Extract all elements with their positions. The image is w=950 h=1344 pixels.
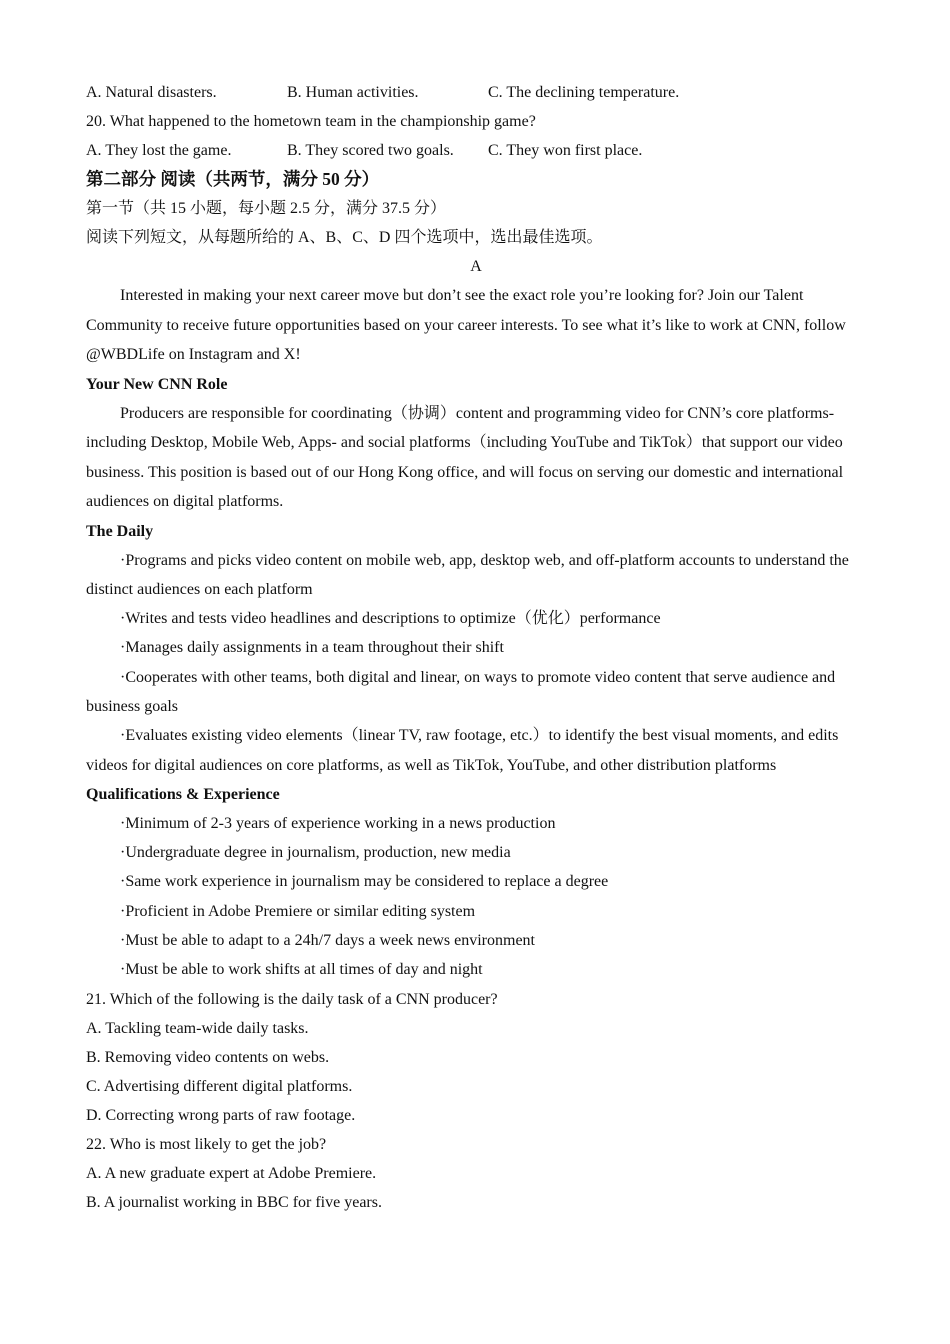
passage-label: A xyxy=(470,258,482,275)
reading-instruction: 阅读下列短文，从每题所给的 A、B、C、D 四个选项中，选出最佳选项。 xyxy=(86,229,603,246)
q19-option-b: B. Human activities. xyxy=(287,84,419,101)
q20-options xyxy=(86,136,866,165)
q22-option-a: A. A new graduate expert at Adobe Premiere. xyxy=(86,1164,377,1182)
role-paragraph: Producers are responsible for coordinating（协调）content and programming video for CNN’s core platforms-including Desktop, Mobile Web, Apps- and social platforms（including YouTube and TikTok）that support our video business. This position is based out of our Hong Kong office, and will focus on serving our domestic and international audiences on digital platforms. xyxy=(86,404,844,510)
role-heading: Your New CNN Role xyxy=(86,375,228,393)
daily-item: ·Writes and tests video headlines and descriptions to optimize（优化）performance xyxy=(120,610,661,628)
q19-option-a: A. Natural disasters. xyxy=(86,84,217,101)
q21-option-c: C. Advertising different digital platforms. xyxy=(86,1077,353,1095)
qualification-item: ·Minimum of 2-3 years of experience working in a news production xyxy=(120,814,556,832)
q21-option-b: B. Removing video contents on webs. xyxy=(86,1048,330,1066)
q20-question: 20. What happened to the hometown team in the championship game? xyxy=(86,113,536,130)
q20-option-a: A. They lost the game. xyxy=(86,142,232,159)
exam-page xyxy=(86,78,866,1217)
q20-option-b: B. They scored two goals. xyxy=(287,142,454,159)
section1-title: 第一节（共 15 小题，每小题 2.5 分，满分 37.5 分） xyxy=(86,200,447,217)
daily-item: ·Cooperates with other teams, both digital and linear, on ways to promote video content that serve audience and business goals xyxy=(86,668,836,715)
daily-heading: The Daily xyxy=(86,522,154,540)
daily-item: ·Manages daily assignments in a team throughout their shift xyxy=(120,639,504,657)
part2-title: 第二部分 阅读（共两节，满分 50 分） xyxy=(86,169,380,189)
q20-option-c: C. They won first place. xyxy=(488,142,643,159)
daily-item: ·Programs and picks video content on mobile web, app, desktop web, and off-platform accounts to understand the distinct audiences on each platform xyxy=(86,551,849,598)
q19-option-c: C. The declining temperature. xyxy=(488,84,680,101)
qualification-item: ·Same work experience in journalism may be considered to replace a degree xyxy=(120,873,609,891)
q22-question: 22. Who is most likely to get the job? xyxy=(86,1135,327,1153)
qualification-item: ·Must be able to adapt to a 24h/7 days a week news environment xyxy=(120,932,535,950)
q22-option-b: B. A journalist working in BBC for five years. xyxy=(86,1193,382,1211)
qualification-item: ·Proficient in Adobe Premiere or similar editing system xyxy=(120,902,476,920)
q21-option-d: D. Correcting wrong parts of raw footage. xyxy=(86,1106,356,1124)
q19-options xyxy=(86,78,866,107)
q21-question: 21. Which of the following is the daily task of a CNN producer? xyxy=(86,990,498,1008)
daily-item: ·Evaluates existing video elements（linear TV, raw footage, etc.）to identify the best visual moments, and edits videos for digital audiences on core platforms, as well as TikTok, YouTube, and other distribution platforms xyxy=(86,727,839,774)
q21-option-a: A. Tackling team-wide daily tasks. xyxy=(86,1019,309,1037)
qualification-item: ·Must be able to work shifts at all times of day and night xyxy=(120,961,483,979)
passage-intro: Interested in making your next career move but don’t see the exact role you’re looking for? Join our Talent Community to receive future opportunities based on your career interests. To see what it’s like to work at CNN, follow @WBDLife on Instagram and X! xyxy=(86,287,846,363)
qualification-item: ·Undergraduate degree in journalism, production, new media xyxy=(120,844,511,862)
qualifications-heading: Qualifications & Experience xyxy=(86,785,280,803)
